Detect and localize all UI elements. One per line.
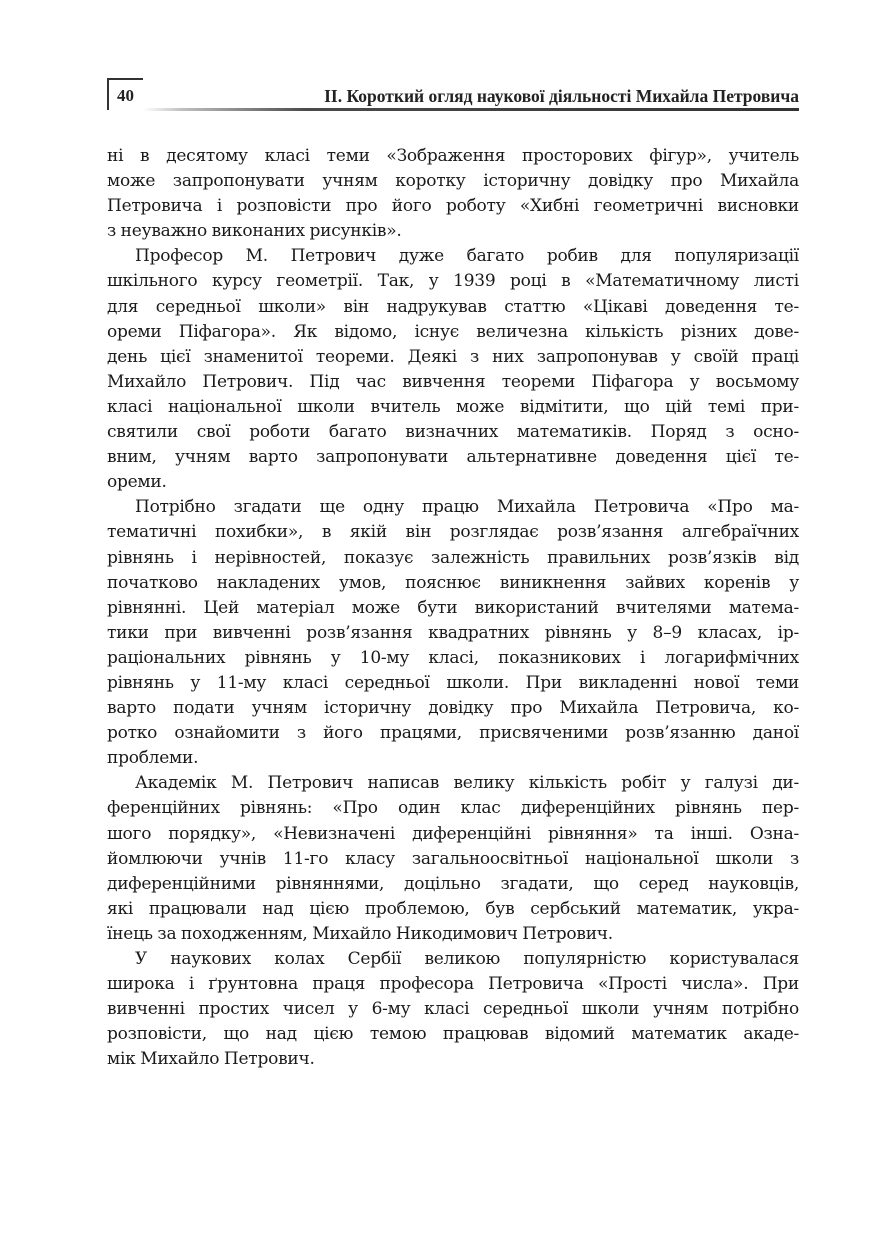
paragraph-4 — [107, 771, 799, 947]
text-line: вним, учням варто запропонувати альтернативне доведення цієї те- — [107, 447, 799, 468]
text-line: ореми. — [107, 472, 167, 493]
text-line: Академік М. Петрович написав велику кількість робіт у галузі ди- — [135, 773, 799, 794]
text-line: їнець за походженням, Михайло Никодимович Петрович. — [107, 923, 613, 944]
text-line: ференційних рівнянь: «Про один клас диференційних рівнянь пер- — [107, 798, 799, 819]
text-line: початково накладених умов, пояснює виникнення зайвих коренів у — [107, 572, 799, 593]
text-line: ротко ознайомити з його працями, присвяченими розв’язанню даної — [107, 723, 799, 744]
text-line: Професор М. Петрович дуже багато робив для популяризації — [135, 246, 799, 267]
text-line: ні в десятому класі теми «Зображення просторових фігур», учитель — [107, 146, 799, 166]
text-line: тематичні похибки», в якій він розглядає розв’язання алгебраїчних — [107, 522, 799, 543]
text-line: рівнянь і нерівностей, показує залежність правильних розв’язків від — [107, 547, 799, 568]
text-line: вивченні простих чисел у 6-му класі середньої школи учням потрібно — [107, 999, 799, 1020]
paragraph-3 — [107, 495, 799, 771]
paragraph-2 — [107, 244, 799, 495]
text-line: рівнянні. Цей матеріал може бути використаний вчителями матема- — [107, 597, 799, 618]
text-line: Потрібно згадати ще одну працю Михайла Петровича «Про ма- — [135, 497, 799, 518]
text-line: класі національної школи вчитель може відмітити, що цій темі при- — [107, 396, 799, 417]
text-line: шкільного курсу геометрії. Так, у 1939 році в «Математичному листі — [107, 271, 799, 292]
text-line: може запропонувати учням коротку історичну довідку про Михайла — [107, 171, 799, 192]
text-line: йомлюючи учнів 11-го класу загальноосвітньої національної школи з — [107, 848, 799, 869]
text-line: рівнянь у 11-му класі середньої школи. При викладенні нової теми — [107, 672, 799, 693]
text-line: У наукових колах Сербії великою популярністю користувалася — [135, 949, 799, 969]
text-line: варто подати учням історичну довідку про Михайла Петровича, ко- — [107, 698, 799, 719]
text-line: розповісти, що над цією темою працював відомий математик акаде- — [107, 1024, 799, 1045]
text-line: шого порядку», «Невизначені диференційні рівняння» та інші. Озна- — [107, 823, 799, 844]
text-line: Петровича і розповісти про його роботу «Хибні геометричні висновки — [107, 196, 799, 217]
page-number: 40 — [117, 86, 134, 105]
text-line: широка і ґрунтовна праця професора Петровича «Прості числа». При — [107, 974, 799, 995]
header-rule — [143, 108, 799, 111]
text-line: з неуважно виконаних рисунків». — [107, 221, 402, 242]
paragraph-5 — [107, 947, 799, 1072]
body-text — [107, 144, 799, 1072]
text-line: Михайло Петрович. Під час вивчення теореми Піфагора у восьмому — [107, 371, 799, 392]
running-title: II. Короткий огляд наукової діяльності Михайла Петровича — [324, 86, 799, 106]
text-line: ореми Піфагора». Як відомо, існує величезна кількість різних дове- — [107, 321, 799, 342]
paragraph-1 — [107, 144, 799, 244]
text-line: мік Михайло Петрович. — [107, 1049, 315, 1070]
text-line: день цієї знаменитої теореми. Деякі з них запропонував у своїй праці — [107, 346, 799, 367]
text-line: диференційними рівняннями, доцільно згадати, що серед науковців, — [107, 873, 799, 894]
text-line: тики при вивченні розв’язання квадратних рівнянь у 8–9 класах, ір- — [107, 622, 799, 643]
text-line: святили свої роботи багато визначних математиків. Поряд з осно- — [107, 422, 799, 443]
text-line: які працювали над цією проблемою, був сербський математик, укра- — [107, 898, 799, 919]
text-line: проблеми. — [107, 748, 199, 769]
page-header — [107, 78, 799, 112]
text-line: раціональних рівнянь у 10-му класі, показникових і логарифмічних — [107, 647, 799, 668]
text-line: для середньої школи» він надрукував статтю «Цікаві доведення те- — [107, 296, 799, 317]
